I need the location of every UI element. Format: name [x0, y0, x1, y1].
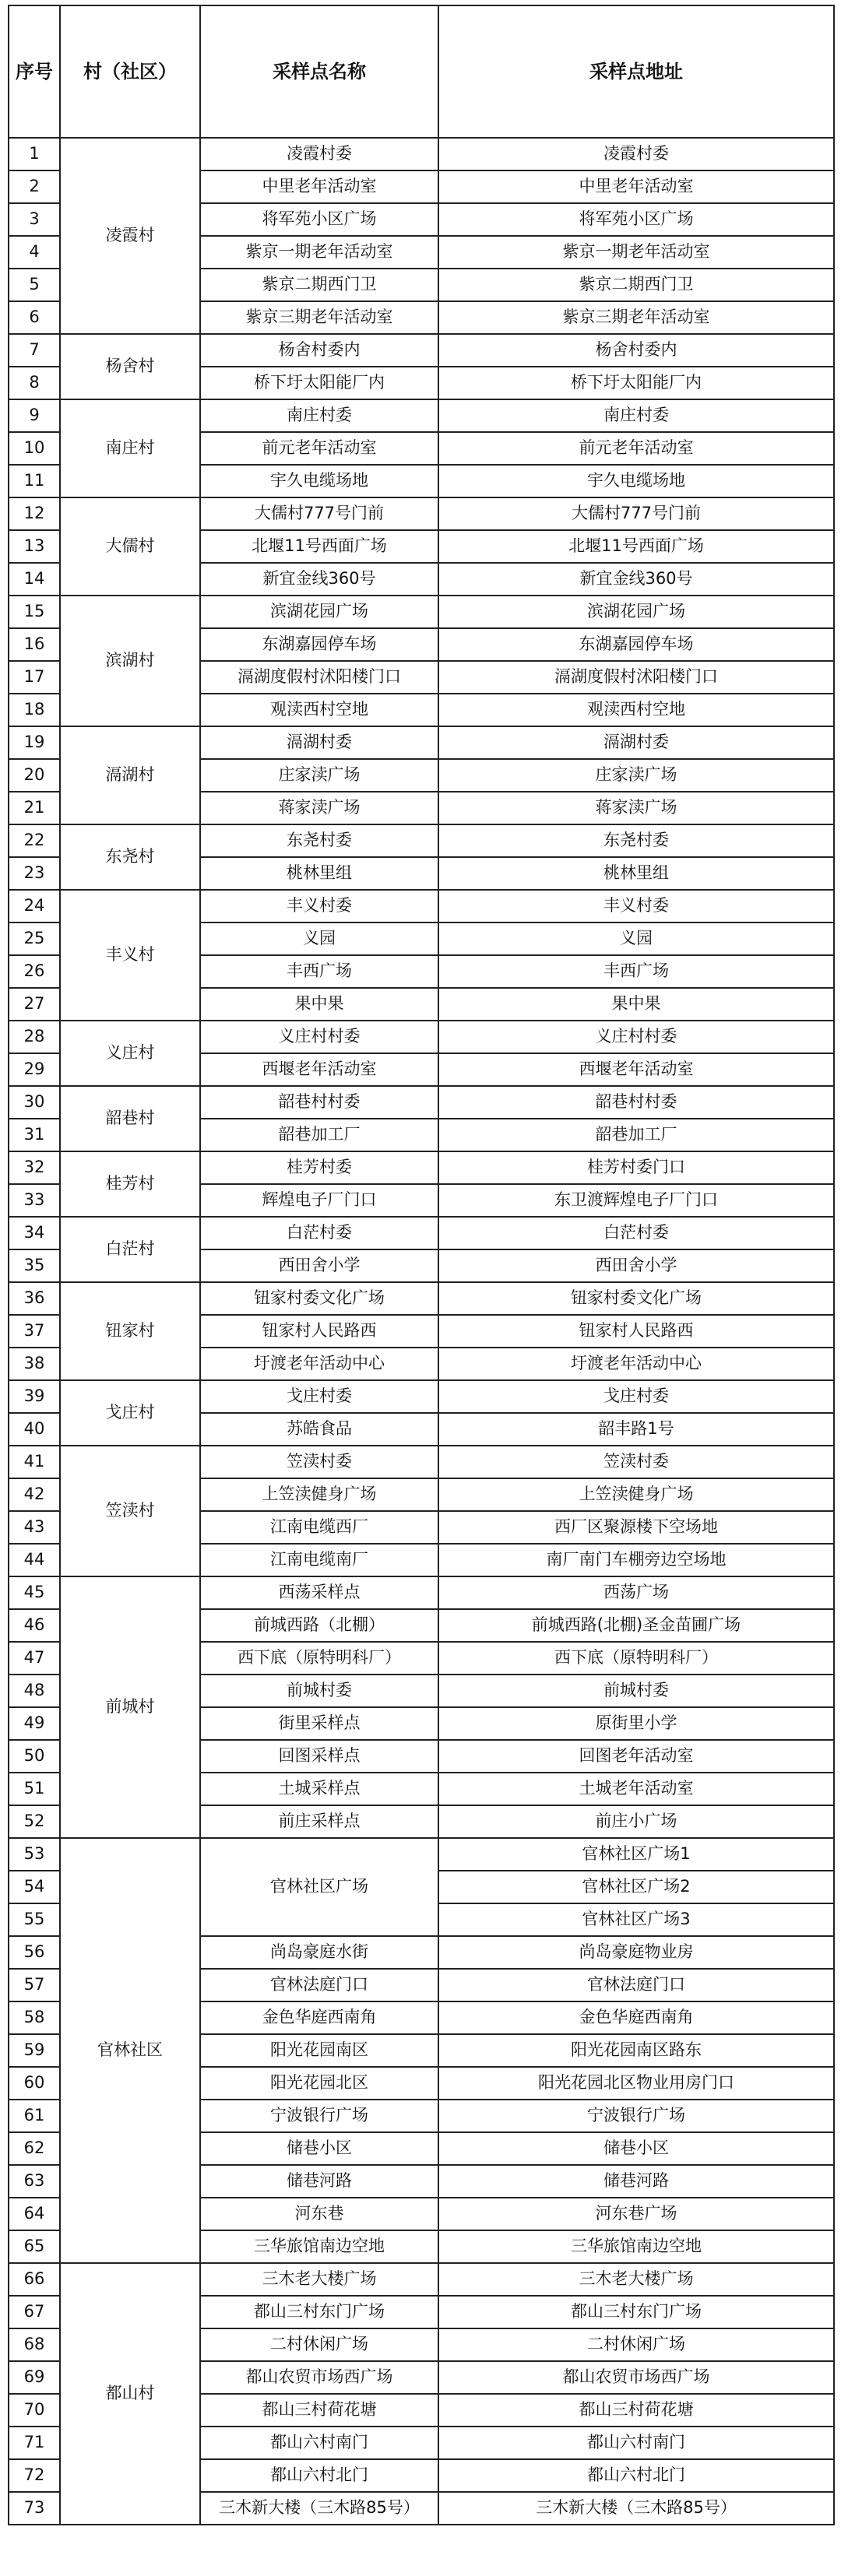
sampling-point-name: 杨舍村委内 [200, 334, 438, 367]
sampling-point-address: 二村休闲广场 [438, 2328, 834, 2361]
sampling-point-address: 储巷河路 [438, 2165, 834, 2198]
row-number: 3 [9, 203, 60, 236]
row-number: 42 [9, 1478, 60, 1511]
sampling-point-address: 南厂南门车棚旁边空场地 [438, 1544, 834, 1576]
village-name: 韶巷村 [60, 1086, 200, 1151]
row-number: 30 [9, 1086, 60, 1119]
sampling-point-address: 观渎西村空地 [438, 694, 834, 726]
sampling-point-address: 北堰11号西面广场 [438, 530, 834, 563]
sampling-point-name: 果中果 [200, 988, 438, 1021]
row-number: 17 [9, 661, 60, 694]
sampling-point-address: 前元老年活动室 [438, 432, 834, 465]
sampling-point-name: 前庄采样点 [200, 1805, 438, 1838]
sampling-point-name: 滆湖村委 [200, 726, 438, 759]
row-number: 61 [9, 2100, 60, 2132]
table-row [9, 497, 834, 530]
sampling-point-address: 义园 [438, 923, 834, 955]
sampling-point-name: 三木新大楼（三木路85号） [200, 2492, 438, 2525]
row-number: 39 [9, 1380, 60, 1413]
row-number: 67 [9, 2296, 60, 2328]
sampling-point-address: 凌霞村委 [438, 138, 834, 170]
row-number: 5 [9, 269, 60, 301]
row-number: 7 [9, 334, 60, 367]
sampling-point-name: 都山三村荷花塘 [200, 2394, 438, 2427]
sampling-point-address: 南庄村委 [438, 399, 834, 432]
village-name: 钮家村 [60, 1282, 200, 1380]
row-number: 6 [9, 301, 60, 334]
sampling-point-name: 江南电缆南厂 [200, 1544, 438, 1576]
village-name: 南庄村 [60, 399, 200, 497]
sampling-point-name: 阳光花园南区 [200, 2034, 438, 2067]
village-name: 丰义村 [60, 890, 200, 1021]
row-number: 49 [9, 1707, 60, 1740]
village-name: 杨舍村 [60, 334, 200, 399]
sampling-point-address: 官林社区广场1 [438, 1838, 834, 1871]
village-name: 滨湖村 [60, 596, 200, 726]
sampling-point-address: 前庄小广场 [438, 1805, 834, 1838]
row-number: 32 [9, 1151, 60, 1184]
sampling-point-address: 戈庄村委 [438, 1380, 834, 1413]
table-row [9, 1282, 834, 1315]
row-number: 14 [9, 563, 60, 596]
sampling-point-name: 北堰11号西面广场 [200, 530, 438, 563]
row-number: 35 [9, 1249, 60, 1282]
sampling-point-address: 回图老年活动室 [438, 1740, 834, 1773]
sampling-point-name: 庄家渎广场 [200, 759, 438, 792]
sampling-point-name: 丰西广场 [200, 955, 438, 988]
sampling-point-name: 河东巷 [200, 2198, 438, 2230]
sampling-point-name: 义园 [200, 923, 438, 955]
row-number: 10 [9, 432, 60, 465]
sampling-point-name: 韶巷加工厂 [200, 1119, 438, 1151]
row-number: 34 [9, 1217, 60, 1249]
village-name: 义庄村 [60, 1021, 200, 1086]
row-number: 64 [9, 2198, 60, 2230]
sampling-point-name: 官林社区广场 [200, 1838, 438, 1936]
table-row [9, 824, 834, 857]
sampling-point-name: 储巷河路 [200, 2165, 438, 2198]
sampling-point-name: 圩渡老年活动中心 [200, 1348, 438, 1380]
row-number: 47 [9, 1642, 60, 1675]
sampling-point-name: 都山农贸市场西广场 [200, 2361, 438, 2394]
sampling-point-address: 西厂区聚源楼下空场地 [438, 1511, 834, 1544]
sampling-point-name: 蒋家渎广场 [200, 792, 438, 824]
sampling-point-name: 西堰老年活动室 [200, 1053, 438, 1086]
sampling-point-name: 三木老大楼广场 [200, 2263, 438, 2296]
sampling-point-name: 东湖嘉园停车场 [200, 628, 438, 661]
sampling-point-address: 三木新大楼（三木路85号） [438, 2492, 834, 2525]
sampling-point-name: 苏皓食品 [200, 1413, 438, 1446]
village-name: 大儒村 [60, 497, 200, 596]
sampling-point-address: 圩渡老年活动中心 [438, 1348, 834, 1380]
sampling-points-table [8, 5, 835, 2525]
sampling-point-name: 都山三村东门广场 [200, 2296, 438, 2328]
sampling-point-address: 大儒村777号门前 [438, 497, 834, 530]
row-number: 33 [9, 1184, 60, 1217]
table-row [9, 890, 834, 923]
sampling-point-address: 中里老年活动室 [438, 170, 834, 203]
sampling-point-name: 新宜金线360号 [200, 563, 438, 596]
header-row [9, 5, 834, 138]
sampling-point-address: 都山农贸市场西广场 [438, 2361, 834, 2394]
sampling-point-name: 土城采样点 [200, 1773, 438, 1805]
row-number: 19 [9, 726, 60, 759]
sampling-point-address: 上笠渎健身广场 [438, 1478, 834, 1511]
table-row [9, 138, 834, 170]
sampling-point-address: 将军苑小区广场 [438, 203, 834, 236]
row-number: 65 [9, 2230, 60, 2263]
row-number: 12 [9, 497, 60, 530]
sampling-point-name: 紫京二期西门卫 [200, 269, 438, 301]
row-number: 48 [9, 1675, 60, 1707]
table-body [9, 138, 834, 2525]
sampling-point-name: 宁波银行广场 [200, 2100, 438, 2132]
sampling-point-address: 宇久电缆场地 [438, 465, 834, 497]
row-number: 58 [9, 2001, 60, 2034]
sampling-point-address: 滨湖花园广场 [438, 596, 834, 628]
sampling-point-address: 果中果 [438, 988, 834, 1021]
sampling-point-address: 韶巷村村委 [438, 1086, 834, 1119]
row-number: 62 [9, 2132, 60, 2165]
village-name: 滆湖村 [60, 726, 200, 824]
row-number: 68 [9, 2328, 60, 2361]
table-row [9, 2263, 834, 2296]
sampling-point-address: 紫京一期老年活动室 [438, 236, 834, 269]
sampling-point-address: 滆湖度假村沭阳楼门口 [438, 661, 834, 694]
header-no: 序号 [9, 5, 60, 138]
table-row [9, 1380, 834, 1413]
sampling-point-name: 二村休闲广场 [200, 2328, 438, 2361]
sampling-point-name: 义庄村村委 [200, 1021, 438, 1053]
table-row [9, 1151, 834, 1184]
sampling-point-address: 东湖嘉园停车场 [438, 628, 834, 661]
row-number: 57 [9, 1969, 60, 2001]
sampling-point-name: 大儒村777号门前 [200, 497, 438, 530]
sampling-point-address: 官林法庭门口 [438, 1969, 834, 2001]
sampling-point-name: 紫京三期老年活动室 [200, 301, 438, 334]
row-number: 72 [9, 2459, 60, 2492]
sampling-point-address: 韶丰路1号 [438, 1413, 834, 1446]
sampling-point-name: 阳光花园北区 [200, 2067, 438, 2100]
sampling-point-address: 官林社区广场2 [438, 1871, 834, 1903]
header-village: 村（社区） [60, 5, 200, 138]
sampling-point-address: 储巷小区 [438, 2132, 834, 2165]
row-number: 2 [9, 170, 60, 203]
row-number: 25 [9, 923, 60, 955]
sampling-point-name: 前城西路（北棚） [200, 1609, 438, 1642]
sampling-point-name: 宇久电缆场地 [200, 465, 438, 497]
sampling-point-address: 笠渎村委 [438, 1446, 834, 1478]
row-number: 53 [9, 1838, 60, 1871]
row-number: 38 [9, 1348, 60, 1380]
sampling-point-address: 河东巷广场 [438, 2198, 834, 2230]
row-number: 50 [9, 1740, 60, 1773]
row-number: 37 [9, 1315, 60, 1348]
sampling-point-address: 紫京三期老年活动室 [438, 301, 834, 334]
sampling-point-name: 钮家村委文化广场 [200, 1282, 438, 1315]
sampling-point-name: 滆湖度假村沭阳楼门口 [200, 661, 438, 694]
sampling-point-name: 江南电缆西厂 [200, 1511, 438, 1544]
row-number: 16 [9, 628, 60, 661]
sampling-point-address: 紫京二期西门卫 [438, 269, 834, 301]
header-point-name: 采样点名称 [200, 5, 438, 138]
sampling-point-name: 西下底（原特明科厂） [200, 1642, 438, 1675]
row-number: 60 [9, 2067, 60, 2100]
sampling-point-name: 桃林里组 [200, 857, 438, 890]
village-name: 前城村 [60, 1576, 200, 1838]
row-number: 52 [9, 1805, 60, 1838]
row-number: 23 [9, 857, 60, 890]
sampling-point-address: 滆湖村委 [438, 726, 834, 759]
row-number: 24 [9, 890, 60, 923]
table-row [9, 726, 834, 759]
table-row [9, 1838, 834, 1871]
sampling-point-name: 韶巷村村委 [200, 1086, 438, 1119]
sampling-point-name: 尚岛豪庭水街 [200, 1936, 438, 1969]
row-number: 36 [9, 1282, 60, 1315]
sampling-point-name: 将军苑小区广场 [200, 203, 438, 236]
village-name: 官林社区 [60, 1838, 200, 2263]
sampling-point-name: 辉煌电子厂门口 [200, 1184, 438, 1217]
village-name: 都山村 [60, 2263, 200, 2525]
row-number: 54 [9, 1871, 60, 1903]
sampling-point-name: 凌霞村委 [200, 138, 438, 170]
village-name: 白茫村 [60, 1217, 200, 1282]
sampling-point-name: 上笠渎健身广场 [200, 1478, 438, 1511]
table-row [9, 596, 834, 628]
sampling-point-name: 东尧村委 [200, 824, 438, 857]
sampling-point-name: 储巷小区 [200, 2132, 438, 2165]
sampling-point-address: 钮家村人民路西 [438, 1315, 834, 1348]
sampling-point-address: 新宜金线360号 [438, 563, 834, 596]
village-name: 戈庄村 [60, 1380, 200, 1446]
sampling-point-name: 都山六村北门 [200, 2459, 438, 2492]
table-row [9, 1021, 834, 1053]
sampling-point-name: 金色华庭西南角 [200, 2001, 438, 2034]
sampling-point-name: 桂芳村委 [200, 1151, 438, 1184]
sampling-point-name: 白茫村委 [200, 1217, 438, 1249]
sampling-point-address: 庄家渎广场 [438, 759, 834, 792]
sampling-point-name: 前城村委 [200, 1675, 438, 1707]
sampling-point-name: 戈庄村委 [200, 1380, 438, 1413]
sampling-point-name: 桥下圩太阳能厂内 [200, 367, 438, 399]
sampling-point-address: 桥下圩太阳能厂内 [438, 367, 834, 399]
row-number: 71 [9, 2427, 60, 2459]
sampling-point-address: 西下底（原特明科厂） [438, 1642, 834, 1675]
header-point-address: 采样点地址 [438, 5, 834, 138]
row-number: 40 [9, 1413, 60, 1446]
sampling-point-address: 杨舍村委内 [438, 334, 834, 367]
row-number: 70 [9, 2394, 60, 2427]
row-number: 18 [9, 694, 60, 726]
sampling-point-address: 东卫渡辉煌电子厂门口 [438, 1184, 834, 1217]
row-number: 4 [9, 236, 60, 269]
sampling-point-name: 三华旅馆南边空地 [200, 2230, 438, 2263]
row-number: 8 [9, 367, 60, 399]
sampling-point-address: 尚岛豪庭物业房 [438, 1936, 834, 1969]
sampling-point-name: 前元老年活动室 [200, 432, 438, 465]
sampling-point-address: 阳光花园南区路东 [438, 2034, 834, 2067]
row-number: 9 [9, 399, 60, 432]
sampling-point-name: 都山六村南门 [200, 2427, 438, 2459]
sampling-point-address: 原街里小学 [438, 1707, 834, 1740]
sampling-point-address: 前城西路(北棚)圣金苗圃广场 [438, 1609, 834, 1642]
village-name: 笠渎村 [60, 1446, 200, 1576]
row-number: 26 [9, 955, 60, 988]
sampling-point-name: 西田舍小学 [200, 1249, 438, 1282]
sampling-point-address: 桂芳村委门口 [438, 1151, 834, 1184]
table-row [9, 399, 834, 432]
sampling-point-address: 官林社区广场3 [438, 1903, 834, 1936]
sampling-point-address: 韶巷加工厂 [438, 1119, 834, 1151]
sampling-point-address: 钮家村委文化广场 [438, 1282, 834, 1315]
row-number: 43 [9, 1511, 60, 1544]
sampling-point-address: 义庄村村委 [438, 1021, 834, 1053]
sampling-point-address: 丰义村委 [438, 890, 834, 923]
sampling-point-address: 西荡广场 [438, 1576, 834, 1609]
row-number: 66 [9, 2263, 60, 2296]
row-number: 69 [9, 2361, 60, 2394]
sampling-point-name: 丰义村委 [200, 890, 438, 923]
village-name: 凌霞村 [60, 138, 200, 334]
sampling-point-address: 西堰老年活动室 [438, 1053, 834, 1086]
sampling-point-address: 桃林里组 [438, 857, 834, 890]
sampling-point-address: 东尧村委 [438, 824, 834, 857]
sampling-point-address: 阳光花园北区物业用房门口 [438, 2067, 834, 2100]
sampling-point-address: 前城村委 [438, 1675, 834, 1707]
row-number: 56 [9, 1936, 60, 1969]
sampling-point-address: 三华旅馆南边空地 [438, 2230, 834, 2263]
row-number: 31 [9, 1119, 60, 1151]
sampling-point-name: 官林法庭门口 [200, 1969, 438, 2001]
row-number: 29 [9, 1053, 60, 1086]
sampling-point-address: 三木老大楼广场 [438, 2263, 834, 2296]
row-number: 73 [9, 2492, 60, 2525]
sampling-point-name: 中里老年活动室 [200, 170, 438, 203]
sampling-point-name: 回图采样点 [200, 1740, 438, 1773]
sampling-point-address: 都山三村东门广场 [438, 2296, 834, 2328]
row-number: 46 [9, 1609, 60, 1642]
sampling-point-name: 滨湖花园广场 [200, 596, 438, 628]
sampling-point-address: 金色华庭西南角 [438, 2001, 834, 2034]
village-name: 桂芳村 [60, 1151, 200, 1217]
table-row [9, 1446, 834, 1478]
row-number: 51 [9, 1773, 60, 1805]
row-number: 13 [9, 530, 60, 563]
sampling-point-address: 宁波银行广场 [438, 2100, 834, 2132]
row-number: 28 [9, 1021, 60, 1053]
village-name: 东尧村 [60, 824, 200, 890]
sampling-point-name: 笠渎村委 [200, 1446, 438, 1478]
table-row [9, 1217, 834, 1249]
row-number: 59 [9, 2034, 60, 2067]
row-number: 27 [9, 988, 60, 1021]
table-row [9, 1576, 834, 1609]
sampling-point-name: 钮家村人民路西 [200, 1315, 438, 1348]
sampling-point-name: 南庄村委 [200, 399, 438, 432]
sampling-point-name: 紫京一期老年活动室 [200, 236, 438, 269]
table-row [9, 334, 834, 367]
sampling-point-name: 观渎西村空地 [200, 694, 438, 726]
row-number: 44 [9, 1544, 60, 1576]
sampling-point-address: 蒋家渎广场 [438, 792, 834, 824]
row-number: 63 [9, 2165, 60, 2198]
table-row [9, 1086, 834, 1119]
row-number: 55 [9, 1903, 60, 1936]
row-number: 11 [9, 465, 60, 497]
row-number: 15 [9, 596, 60, 628]
row-number: 20 [9, 759, 60, 792]
sampling-point-name: 街里采样点 [200, 1707, 438, 1740]
sampling-point-address: 丰西广场 [438, 955, 834, 988]
sampling-point-address: 都山六村北门 [438, 2459, 834, 2492]
sampling-point-address: 西田舍小学 [438, 1249, 834, 1282]
sampling-point-address: 都山三村荷花塘 [438, 2394, 834, 2427]
row-number: 22 [9, 824, 60, 857]
row-number: 41 [9, 1446, 60, 1478]
row-number: 45 [9, 1576, 60, 1609]
sampling-point-address: 白茫村委 [438, 1217, 834, 1249]
sampling-points-sheet [8, 5, 833, 2525]
sampling-point-address: 都山六村南门 [438, 2427, 834, 2459]
row-number: 21 [9, 792, 60, 824]
sampling-point-name: 西荡采样点 [200, 1576, 438, 1609]
row-number: 1 [9, 138, 60, 170]
sampling-point-address: 土城老年活动室 [438, 1773, 834, 1805]
